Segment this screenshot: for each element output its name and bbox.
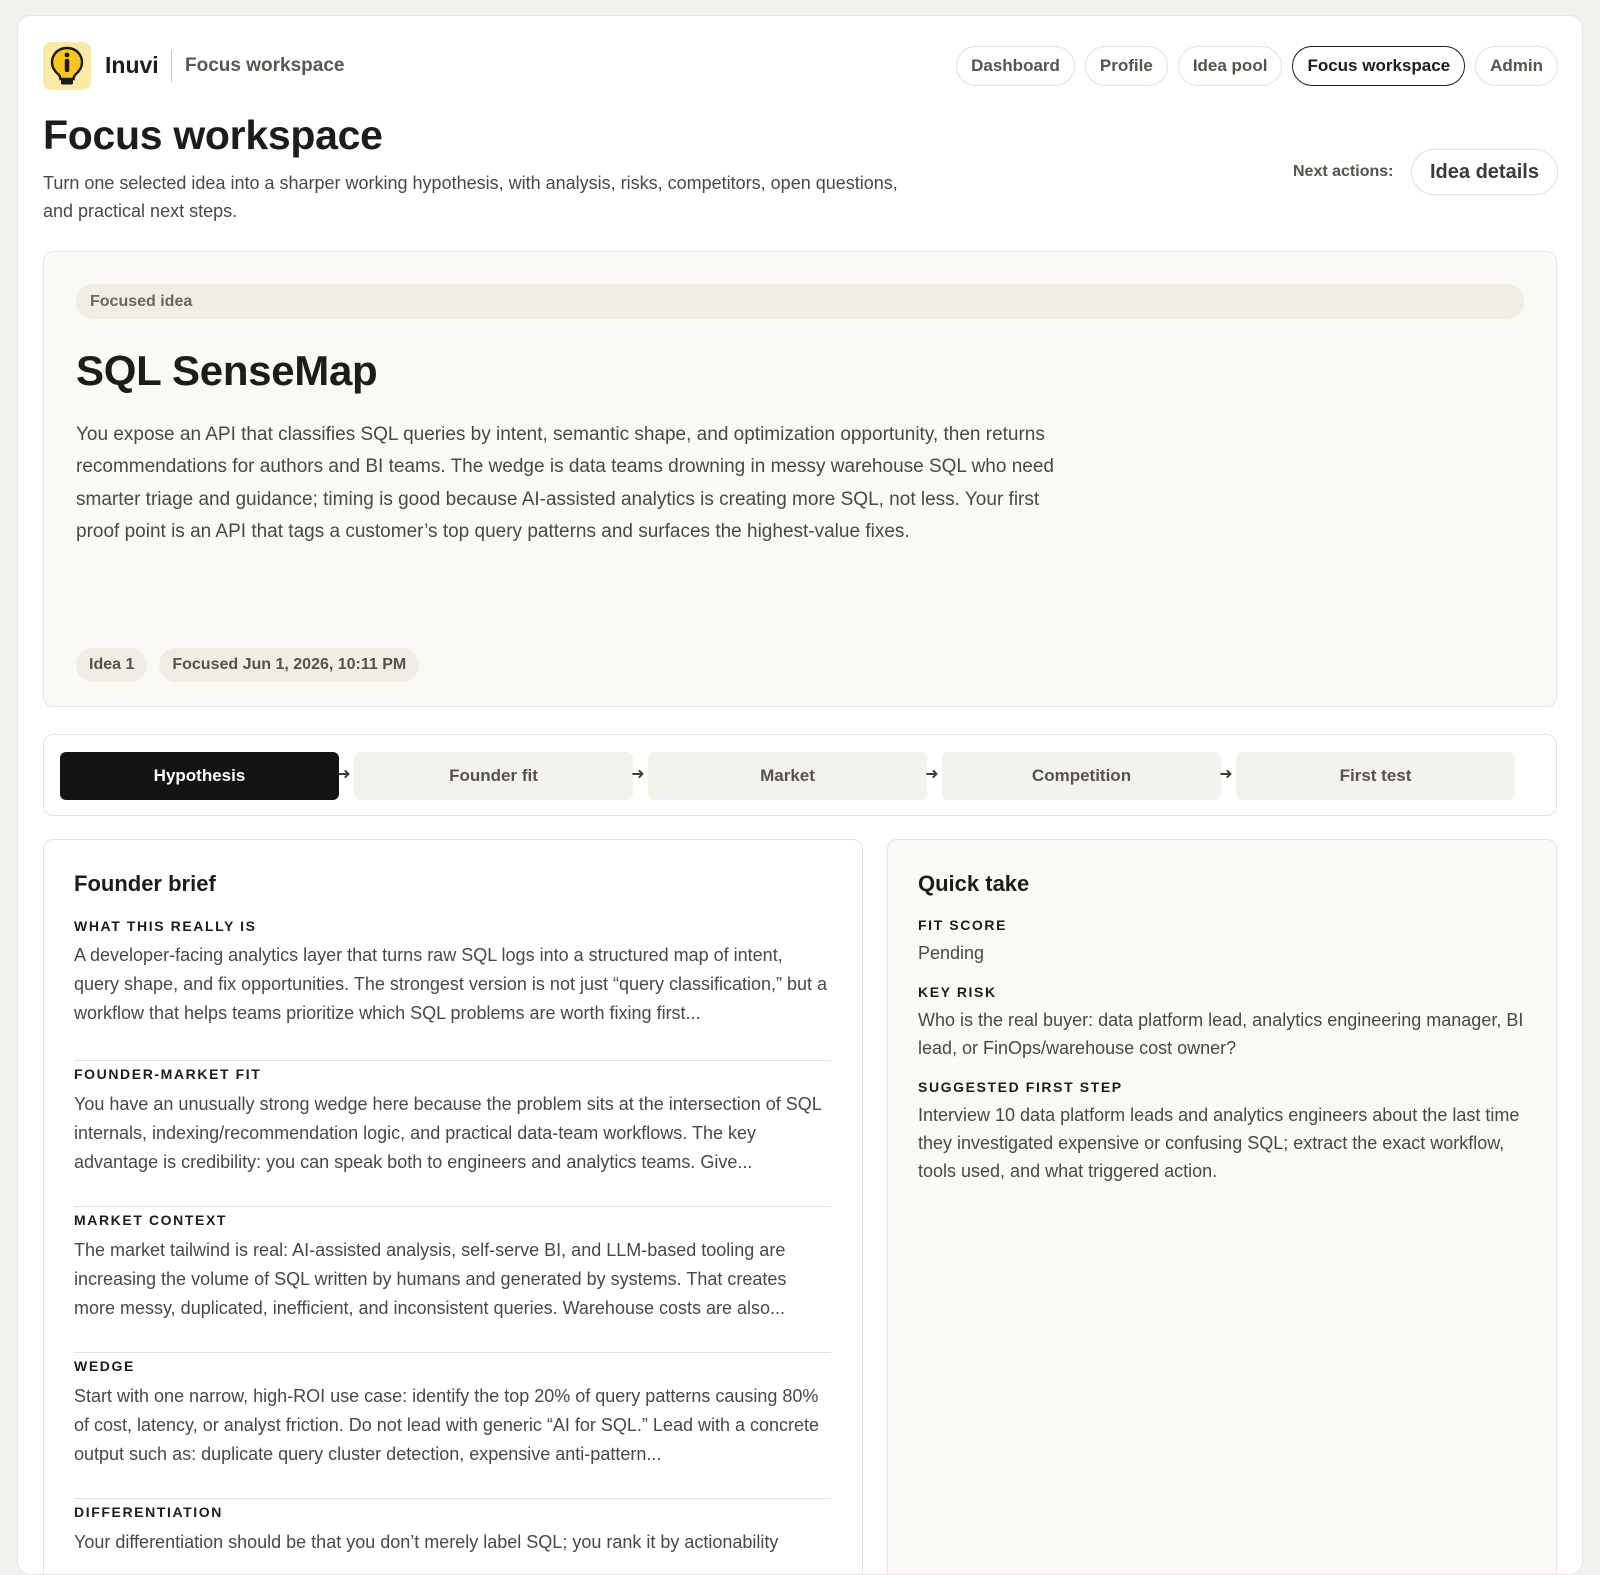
workflow-stepper <box>43 734 1557 816</box>
focused-idea-tag: Focused idea <box>76 284 1524 319</box>
nav-admin-button[interactable]: Admin <box>1475 46 1558 86</box>
founder-brief-panel <box>43 839 863 1575</box>
brief-section-text: A developer-facing analytics layer that turns raw SQL logs into a structured map of intent, query shape, and fix opportunities. The strongest version is not just “query classification,” but a workflow that helps teams prioritize which SQL problems are worth fixing first... <box>74 945 828 1023</box>
founder-brief-sections <box>74 915 831 1575</box>
founder-brief-title: Founder brief <box>74 871 216 896</box>
page <box>17 15 1583 1575</box>
nav-focus-workspace-button[interactable]: Focus workspace <box>1292 46 1465 86</box>
brief-section-market-context <box>74 1206 831 1352</box>
main-nav <box>956 46 1558 86</box>
quick-take-title: Quick take <box>918 871 1030 896</box>
next-actions-label: Next actions: <box>1293 163 1394 180</box>
brief-section-label: FOUNDER-MARKET FIT <box>74 1066 262 1082</box>
brand-divider <box>171 50 172 82</box>
quick-key-risk <box>918 984 1528 1062</box>
nav-idea-pool-button[interactable]: Idea pool <box>1178 46 1283 86</box>
brief-section-label: MARKET CONTEXT <box>74 1212 228 1228</box>
page-subtitle: Turn one selected idea into a sharper working hypothesis, with analysis, risks, competitors, open questions, and practical next steps. <box>43 173 898 221</box>
page-title: Focus workspace <box>43 112 383 158</box>
step-founder-fit[interactable]: Founder fit <box>354 752 633 800</box>
quick-section-label: KEY RISK <box>918 984 997 1000</box>
arrow-right-icon: ➜ <box>925 766 939 783</box>
lightbulb-logo-icon[interactable] <box>43 42 91 90</box>
idea-number-badge: Idea 1 <box>76 648 147 682</box>
key-risk-text: Who is the real buyer: data platform lead, analytics engineering manager, BI lead, or FinOps/warehouse cost owner? <box>918 1010 1524 1058</box>
quick-fit-score <box>918 917 1528 967</box>
brief-section-text: You have an unusually strong wedge here because the problem sits at the intersection of SQL internals, indexing/recommendation logic, and practical data-team workflows. The key advantage is credibility: you can speak both to engineers and analytics teams. Give... <box>74 1094 822 1172</box>
first-step-text: Interview 10 data platform leads and analytics engineers about the last time they investigated expensive or confusing SQL; extract the exact workflow, tools used, and what triggered action. <box>918 1105 1520 1181</box>
arrow-right-icon: ➜ <box>337 766 351 783</box>
fit-score-value: Pending <box>918 943 985 963</box>
brief-section-differentiation <box>74 1498 831 1575</box>
idea-title: SQL SenseMap <box>76 347 378 394</box>
idea-meta-chips <box>76 648 419 682</box>
quick-section-label: FIT SCORE <box>918 917 1008 933</box>
nav-profile-button[interactable]: Profile <box>1085 46 1168 86</box>
step-hypothesis[interactable]: Hypothesis <box>60 752 339 800</box>
brief-section-label: DIFFERENTIATION <box>74 1504 223 1520</box>
arrow-right-icon: ➜ <box>631 766 645 783</box>
brand-name[interactable]: Inuvi <box>105 52 159 78</box>
step-first-test[interactable]: First test <box>1236 752 1515 800</box>
top-bar <box>43 42 1558 90</box>
quick-first-step <box>918 1079 1528 1185</box>
brief-section-wedge <box>74 1352 831 1498</box>
step-competition[interactable]: Competition <box>942 752 1221 800</box>
brief-section-what-this-is <box>74 915 831 1060</box>
brand-section-label: Focus workspace <box>185 55 345 76</box>
idea-details-button[interactable]: Idea details <box>1411 149 1558 195</box>
nav-dashboard-button[interactable]: Dashboard <box>956 46 1075 86</box>
brief-section-text: Start with one narrow, high-ROI use case: identify the top 20% of query patterns causing 80% of cost, latency, or analyst friction. Do not lead with generic “AI for SQL.” Lead with a concrete output such as: duplicate query cluster detection, expensive anti-pattern... <box>74 1386 820 1464</box>
brief-section-text: Your differentiation should be that you don’t merely label SQL; you rank it by actionability <box>74 1532 779 1552</box>
brief-section-label: WHAT THIS REALLY IS <box>74 918 257 934</box>
brief-section-label: WEDGE <box>74 1358 135 1374</box>
step-market[interactable]: Market <box>648 752 927 800</box>
arrow-right-icon: ➜ <box>1219 766 1233 783</box>
brief-section-text: The market tailwind is real: AI-assisted analysis, self-serve BI, and LLM-based tooling are increasing the volume of SQL written by humans and generated by systems. That creates more messy, duplicated, inefficient, and inconsistent queries. Warehouse costs are also... <box>74 1240 787 1318</box>
focused-idea-card <box>43 251 1557 707</box>
quick-take-panel <box>887 839 1557 1575</box>
quick-section-label: SUGGESTED FIRST STEP <box>918 1079 1123 1095</box>
idea-description: You expose an API that classifies SQL queries by intent, semantic shape, and optimization opportunity, then returns recommendations for authors and BI teams. The wedge is data teams drowning in messy warehouse SQL who need smarter triage and guidance; timing is good because AI-assisted analytics is creating more SQL, not less. Your first proof point is an API that tags a customer’s top query patterns and surfaces the highest-value fixes. <box>76 424 1054 543</box>
focused-date-badge: Focused Jun 1, 2026, 10:11 PM <box>159 648 419 682</box>
brief-section-founder-market-fit <box>74 1060 831 1206</box>
